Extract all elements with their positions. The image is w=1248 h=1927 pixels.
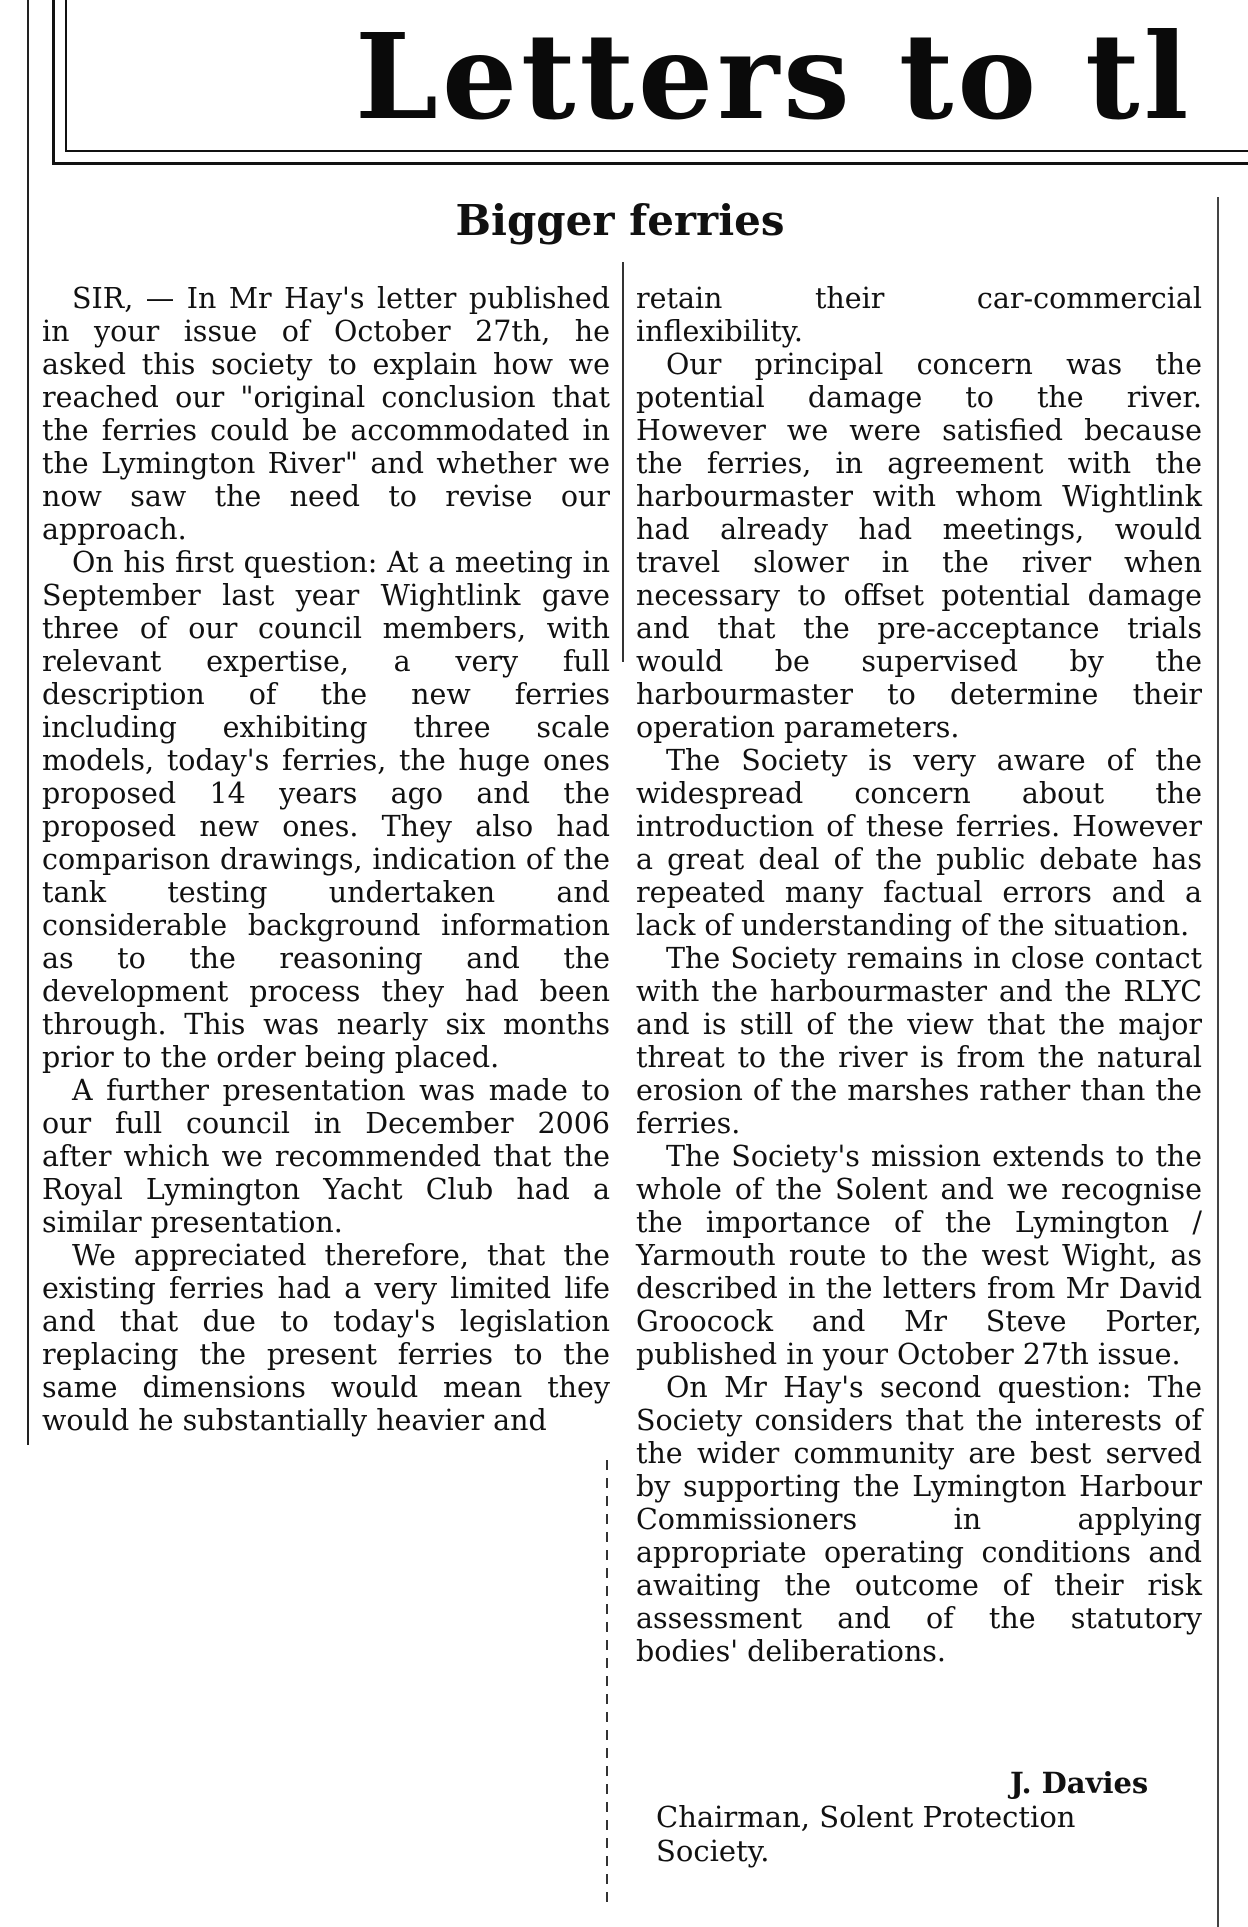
paragraph-9: On Mr Hay's second question: The Society considers that the interests of the wider community are best served by supporting the Lymington Harbour Commissioners in applying appropriate operating conditions and awaiting the outcome of their risk assessment and of the statutory bodies' deliberations. bbox=[636, 1371, 1202, 1668]
masthead-title: Letters to tl bbox=[355, 7, 1193, 146]
paragraph-3: A further presentation was made to our full council in December 2006 after which we recommended that the Royal Lymington Yacht Club had a similar presentation. bbox=[42, 1074, 610, 1239]
column-divider-upper bbox=[622, 262, 624, 662]
paragraph-5: Our principal concern was the potential damage to the river. However we were satisfied because the ferries, in agreement with the harbourmaster with whom Wightlink had already had meetings, would travel slower in the river when necessary to offset potential damage and that the pre-acceptance trials would be supervised by the harbourmaster to determine their operation parameters. bbox=[636, 348, 1202, 744]
masthead-box bbox=[52, 0, 1248, 165]
signature-title: Chairman, Solent Protection Society. bbox=[656, 1800, 1076, 1868]
margin-rule bbox=[27, 0, 29, 1445]
column-rule-right bbox=[1217, 197, 1219, 1927]
column-divider-lower bbox=[606, 1460, 608, 1910]
letter-column-right bbox=[636, 282, 1202, 1668]
letter-column-left bbox=[42, 282, 610, 1437]
paragraph-2: On his first question: At a meeting in September last year Wightlink gave three of our council members, with relevant expertise, a very full description of the new ferries including exhibiting three scale models, today's ferries, the huge ones proposed 14 years ago and the proposed new ones. They also had comparison drawings, indication of the tank testing undertaken and considerable background information as to the reasoning and the development process they had been through. This was nearly six months prior to the order being placed. bbox=[42, 546, 610, 1074]
paragraph-6: The Society is very aware of the widespread concern about the introduction of these ferries. However a great deal of the public debate has repeated many factual errors and a lack of understanding of the situation. bbox=[636, 744, 1202, 942]
paragraph-4: We appreciated therefore, that the existing ferries had a very limited life and that due to today's legislation replacing the present ferries to the same dimensions would mean they would he substantially heavier and bbox=[42, 1239, 610, 1437]
letter-headline: Bigger ferries bbox=[455, 196, 785, 245]
paragraph-7: The Society remains in close contact with the harbourmaster and the RLYC and is still of the view that the major threat to the river is from the natural erosion of the marshes rather than the ferries. bbox=[636, 942, 1202, 1140]
paragraph-8: The Society's mission extends to the whole of the Solent and we recognise the importance of the Lymington / Yarmouth route to the west Wight, as described in the letters from Mr David Groocock and Mr Steve Porter, published in your October 27th issue. bbox=[636, 1140, 1202, 1371]
paragraph-1: SIR, — In Mr Hay's letter published in your issue of October 27th, he asked this society to explain how we reached our "original conclusion that the ferries could be accommodated in the Lymington River" and whether we now saw the need to revise our approach. bbox=[42, 282, 610, 546]
signature-name: J. Davies bbox=[1010, 1766, 1149, 1800]
paragraph-4-continued: retain their car-commercial inflexibility. bbox=[636, 282, 1202, 348]
